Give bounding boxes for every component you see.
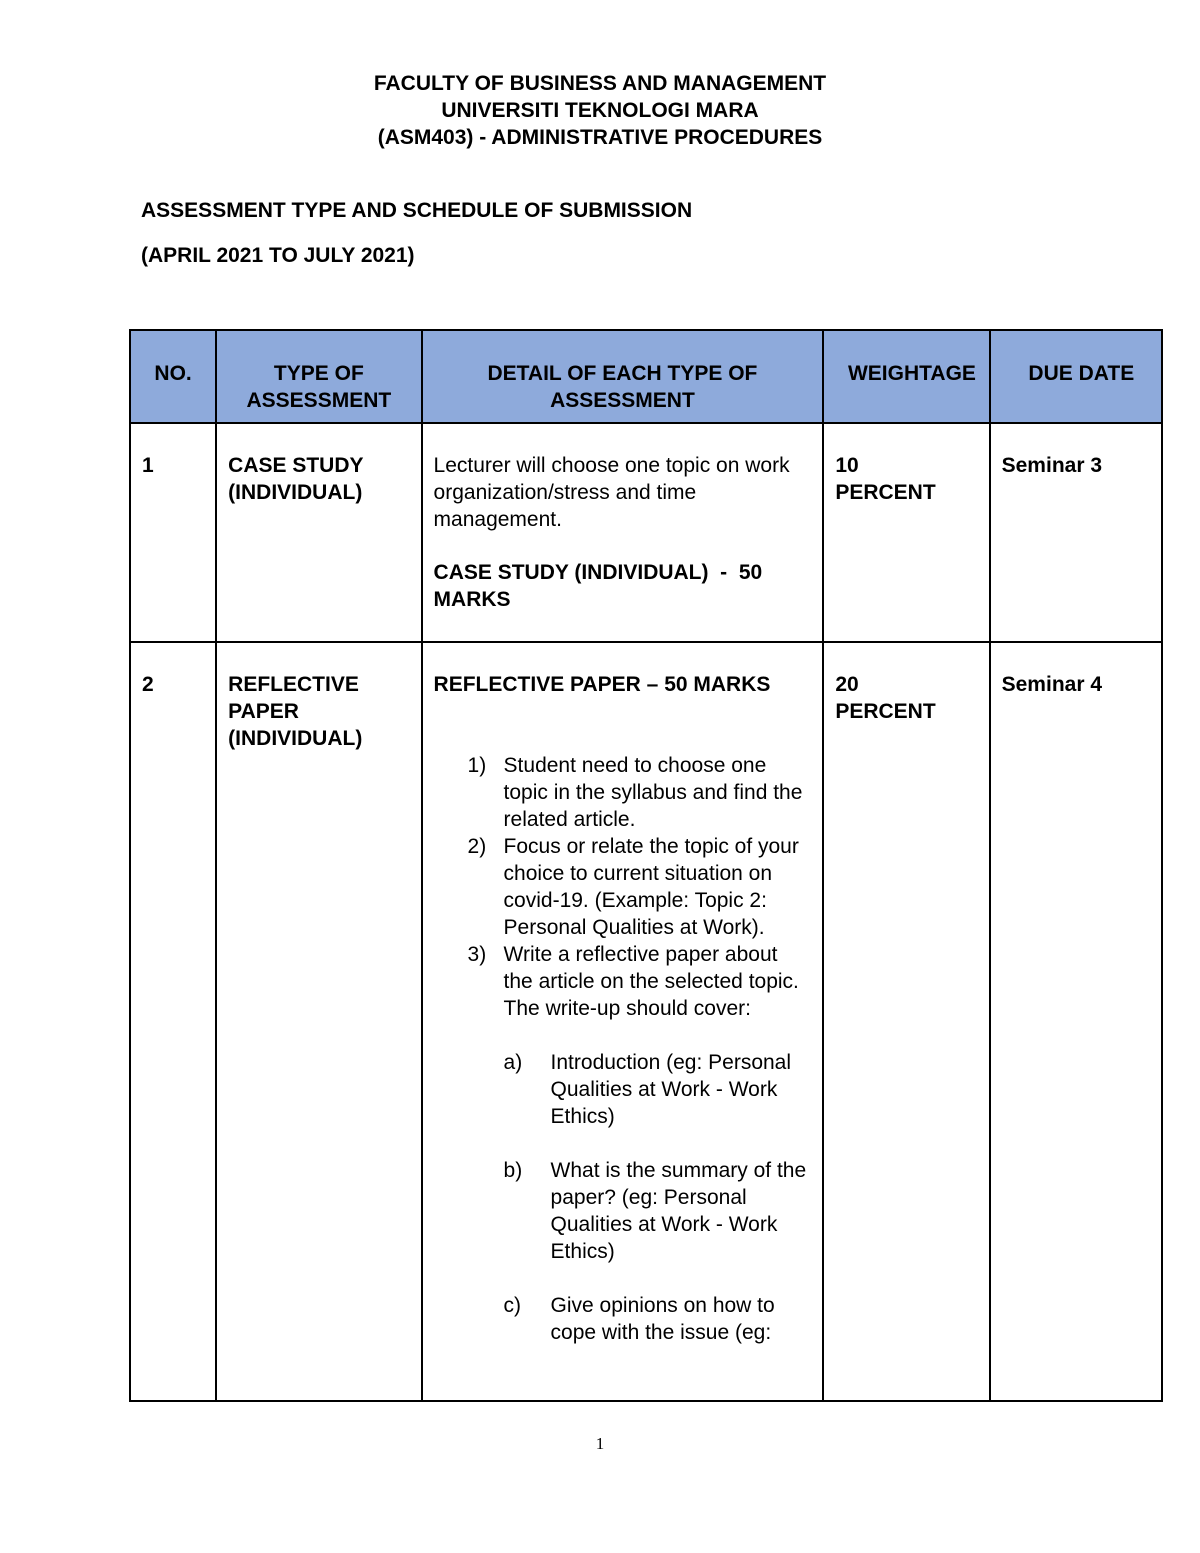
document-subtitle: ASSESSMENT TYPE AND SCHEDULE OF SUBMISSION <box>141 199 693 222</box>
list-item: 2) Focus or relate the topic of your choice to current situation on covid-19. (Example: Topic 2: Personal Qualities at Work). <box>467 835 799 939</box>
table-row <box>130 642 1162 1401</box>
assessment-schedule-table <box>129 329 1163 1402</box>
assessment-detail <box>422 642 824 1401</box>
header-type: TYPE OF ASSESSMENT <box>216 330 421 423</box>
assessment-type: CASE STUDY (INDIVIDUAL) <box>216 423 421 642</box>
list-item: c) Give opinions on how to cope with the issue (eg: <box>503 1294 775 1344</box>
page-number: 1 <box>595 1434 605 1453</box>
write-up-sublist <box>434 1049 813 1346</box>
header-weightage: WEIGHTAGE <box>823 330 989 423</box>
university-heading: UNIVERSITI TEKNOLOGI MARA <box>441 99 759 122</box>
requirements-list <box>434 752 813 1022</box>
faculty-heading: FACULTY OF BUSINESS AND MANAGEMENT <box>373 72 827 95</box>
detail-title: REFLECTIVE PAPER – 50 MARKS <box>433 673 771 696</box>
header-due-date: DUE DATE <box>990 330 1162 423</box>
header-detail: DETAIL OF EACH TYPE OF ASSESSMENT <box>422 330 824 423</box>
detail-text: Lecturer will choose one topic on work organization/stress and time management. <box>433 454 790 531</box>
list-item: 3) Write a reflective paper about the article on the selected topic. The write-up should cover: <box>467 943 799 1020</box>
assessment-type: REFLECTIVE PAPER (INDIVIDUAL) <box>216 642 421 1401</box>
row-number: 1 <box>130 423 216 642</box>
course-heading: (ASM403) - ADMINISTRATIVE PROCEDURES <box>377 126 823 149</box>
list-item: b) What is the summary of the paper? (eg: Personal Qualities at Work - Work Ethics) <box>503 1159 807 1263</box>
row-number: 2 <box>130 642 216 1401</box>
weightage: 10 PERCENT <box>823 423 989 642</box>
detail-marks: CASE STUDY (INDIVIDUAL) - 50 MARKS <box>433 561 769 611</box>
due-date: Seminar 3 <box>990 423 1162 642</box>
header-no: NO. <box>130 330 216 423</box>
weightage: 20 PERCENT <box>823 642 989 1401</box>
list-item: 1) Student need to choose one topic in the syllabus and find the related article. <box>467 754 803 831</box>
list-item: a) Introduction (eg: Personal Qualities at Work - Work Ethics) <box>503 1051 792 1128</box>
document-period: (APRIL 2021 TO JULY 2021) <box>141 244 415 267</box>
table-header-row <box>130 330 1162 423</box>
assessment-detail <box>422 423 824 642</box>
table-row <box>130 423 1162 642</box>
due-date: Seminar 4 <box>990 642 1162 1401</box>
